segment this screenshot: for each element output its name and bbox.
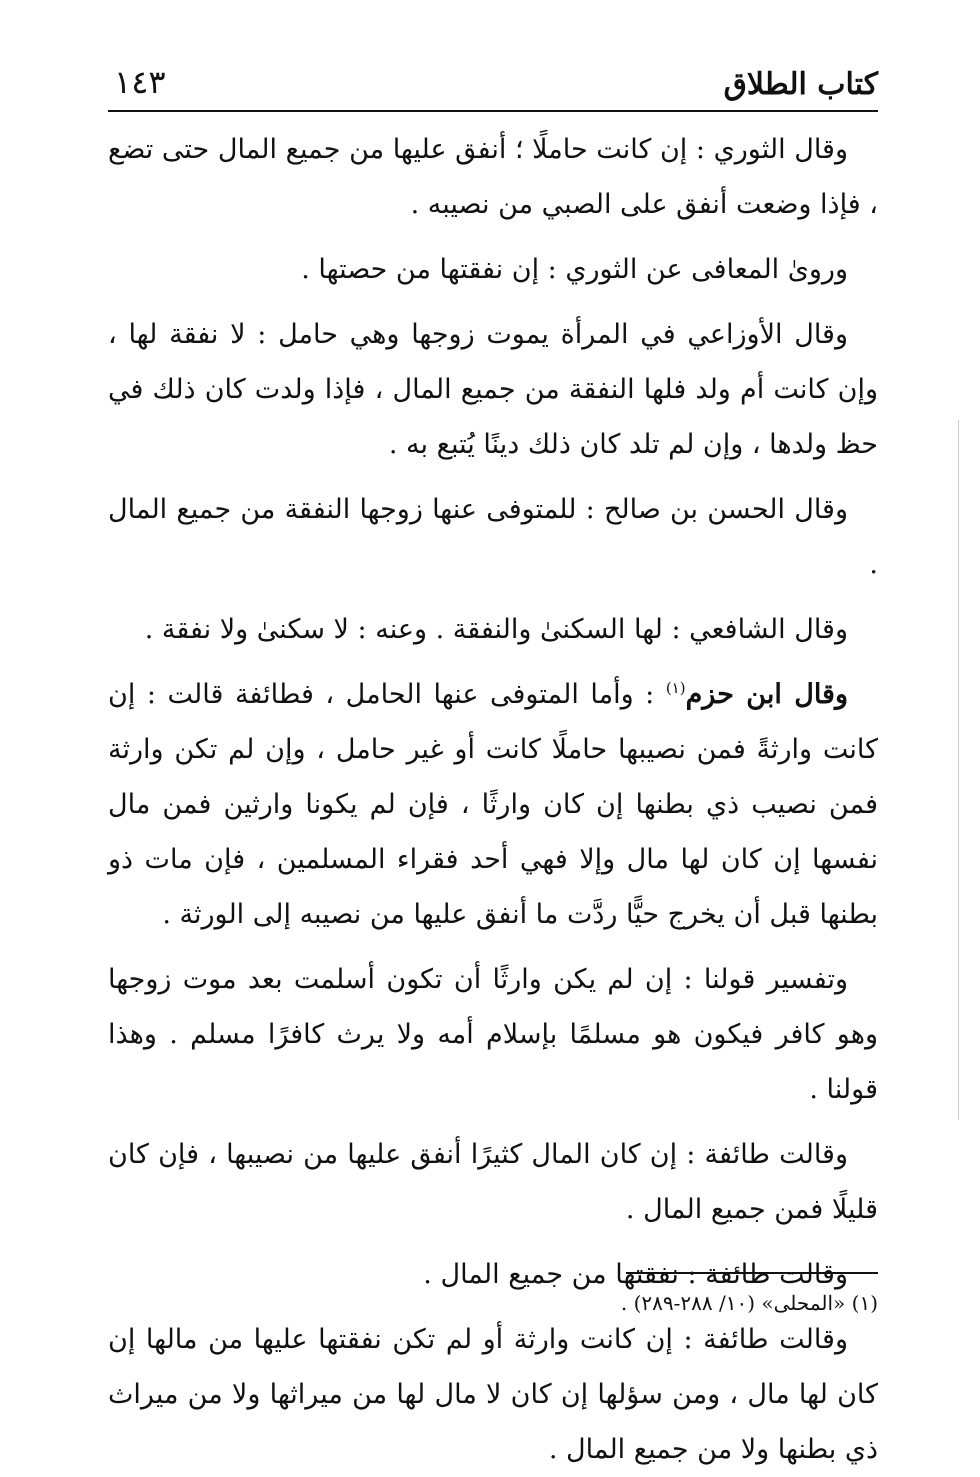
- paragraph-shafii: وقال الشافعي : لها السكنىٰ والنفقة . وعنه : لا سكنىٰ ولا نفقة .: [144, 614, 848, 645]
- paragraph-muafa: وروىٰ المعافى عن الثوري : إن نفقتها من حصتها .: [301, 254, 848, 285]
- ibn-hazm-lead: وقال ابن حزم: [685, 679, 848, 710]
- ibn-hazm-text: : وأما المتوفى عنها الحامل ، فطائفة قالت : إن كانت وارثةً فمن نصيبها حاملًا كانت أو غير حامل ، وإن لم تكن وارثة فمن نصيب ذي بطنها إن كان وارثًا ، فإن لم يكونا وارثين فمن مال نفسها إن كان لها مال وإلا فهي أحد فقراء المسلمين ، فإن مات ذو بطنها قبل أن يخرج حيًّا ردَّت ما أنفق عليها من نصيبه إلى الورثة .: [108, 679, 878, 930]
- page-header: [108, 58, 878, 104]
- running-head-title: كتاب الطلاق: [723, 67, 878, 102]
- footnote: (١) «المحلى» (١٠/ ٢٨٨-٢٨٩) .: [620, 1291, 878, 1315]
- paragraph-taifa-3: وقالت طائفة : إن كانت وارثة أو لم تكن نفقتها عليها من مالها إن كان لها مال ، ومن سؤلها إن كان لا مال لها من ميراثها ولا من ميراث ذي بطنها ولا من جميع المال .: [108, 1324, 878, 1465]
- paragraph-taifa-1: وقالت طائفة : إن كان المال كثيرًا أنفق عليها من نصيبها ، فإن كان قليلًا فمن جميع المال .: [108, 1139, 878, 1225]
- paragraph-hasan-bin-salih: وقال الحسن بن صالح : للمتوفى عنها زوجها النفقة من جميع المال .: [108, 494, 878, 580]
- footnote-reference[interactable]: (١): [665, 679, 686, 697]
- header-divider: [108, 110, 878, 112]
- paragraph-awzai: وقال الأوزاعي في المرأة يموت زوجها وهي حامل : لا نفقة لها ، وإن كانت أم ولد فلها النفقة من جميع المال ، فإذا ولدت كان ذلك في حظ ولدها ، وإن لم تلد كان ذلك دينًا يُتبع به .: [108, 319, 878, 460]
- paragraph-ibn-hazm: [108, 667, 878, 942]
- paragraph-thawri: وقال الثوري : إن كانت حاملًا ؛ أنفق عليها من جميع المال حتى تضع ، فإذا وضعت أنفق على الصبي من نصيبه .: [108, 134, 878, 220]
- page-number: ١٤٣: [114, 63, 166, 101]
- paragraph-tafsir: وتفسير قولنا : إن لم يكن وارثًا أن تكون أسلمت بعد موت زوجها وهو كافر فيكون هو مسلمًا بإسلام أمه ولا يرث كافرًا مسلم . وهذا قولنا .: [108, 964, 878, 1105]
- footnote-divider: [626, 1272, 878, 1274]
- page-edge-shadow: [958, 420, 959, 1120]
- paragraph-taifa-2: وقالت طائفة : نفقتها من جميع المال .: [423, 1259, 848, 1290]
